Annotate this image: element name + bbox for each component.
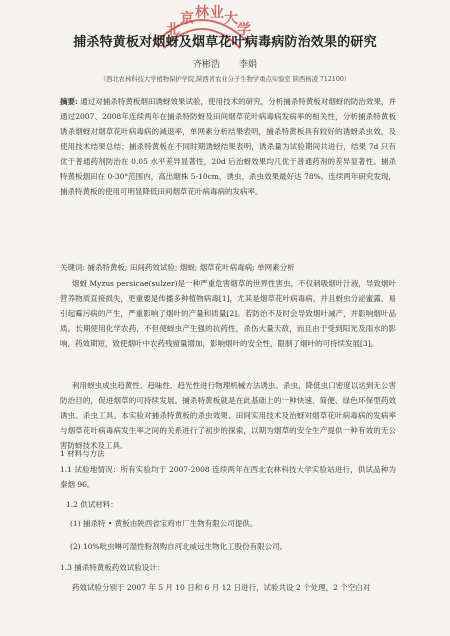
keywords	[60, 262, 396, 274]
author-name: 齐彬浩	[193, 60, 221, 70]
author-list	[0, 57, 450, 70]
keywords-text: 捕杀特黄板; 田间药效试验; 烟蚜; 烟草花叶病毒病; 单网素分析	[87, 263, 295, 272]
intro-paragraph-2: 利用蚜虫成虫趋黄性、趋味性、趋光性进行物理机械方法诱虫、杀虫，降低虫口密度以达到无公害防治目的，促进烟草的可持续发展。捕杀特黄板就是在此基础上的一种快速、简便、绿色环保型药效诱虫、杀虫工具。本实验对捕杀特黄板的杀虫效果、田间实用技术及治蚜对烟草花叶病毒病的发病率与烟草花叶病毒病发生率之间的关系进行了初步的探索，以期为烟草的安全生产提供一种有效的无公害防蚜技术及工具。	[60, 381, 396, 450]
author-name: 李娟	[238, 60, 257, 70]
subsection-1-1: 1.1 试验地情况：所有实验均于 2007-2008 连续两年在西北农林科技大学实验站进行，供试品种为秦烟 96。	[60, 465, 396, 489]
material-item-1: (1) 捕杀特 • 黄板由陕西省宝鸡市厂生物有限公司提供。	[70, 519, 258, 528]
svg-text:学: 学	[237, 22, 251, 38]
abstract	[60, 94, 396, 199]
subsection-1-3: 1.3 捕杀特黄板药效试验设计：	[60, 563, 165, 572]
svg-text:北: 北	[166, 22, 180, 38]
material-item-2: (2) 10%吡虫啉可湿性粉剂购自河北威远生物化工股份有限公司。	[70, 542, 288, 551]
intro-paragraph-1: 烟蚜 Myzus persicae(sulzer)是一种严重危害烟草的世界性害虫，不仅刺吸烟叶汁液，导致烟叶营养物质直接损失，更重要是传播多种植物病毒[1]，尤其是烟草花叶病毒病，并且蚜虫分泌蜜露，易引起霉污病的产生，严重影响了烟叶的产量和质量[2]。若防治不及时会导致烟叶减产，并影响烟叶品质。长期使用化学农药，不但使蚜虫产生强的抗药性，杀伤大量天敌，而且由于受到阳光及雨水的影响，药效期短，致使烟叶中农药残留量增加，影响烟叶的安全性，限制了烟叶的可持续发展[3]。	[60, 279, 396, 348]
section-heading-materials-methods: 1 材料与方法	[60, 449, 105, 458]
abstract-label: 摘要:	[60, 97, 78, 106]
paper-title: 捕杀特黄板对烟蚜及烟草花叶病毒病防治效果的研究	[73, 35, 377, 50]
keywords-label: 关键词:	[60, 263, 86, 272]
svg-text:业: 业	[210, 5, 224, 21]
abstract-text: 通过对捕杀特黄板烟田诱蚜效果试验，使用技术的研究，分析捕杀特黄板对烟蚜的防治效果，并通过2007、2008年连续两年在捕杀特防蚜及田间烟草花叶病毒病发病率的相关性，分析捕杀特黄板诱杀烟蚜对烟草花叶病毒病的减退率，单网素分析结果表明，捕杀特黄板具有较好的诱蚜杀虫效，及使用技术结果总结；捕杀特黄板在不同时期诱蚜结果表明，诱杀量为试验期间共进行，结果 7d 只有优于普通药剂防治在 0.05 水平差异显著性，20d 后治蚜效果均几优于普通药剂的差异显著性。捕杀特黄板烟田在 0-30°范围内，高出烟株 5-10cm，诱虫、杀虫效果最好达 78%。连续两年研究发现，捕杀特黄板的使用可明显降低田间烟草花叶病毒病的发病率。	[60, 97, 396, 196]
methods-paragraph: 药效试验分别于 2007 年 5 月 10 日和 6 月 12 日进行，试验共设 2 个处理，2 个空白对	[72, 583, 371, 592]
svg-text:京: 京	[180, 11, 194, 27]
subsection-1-2: 1.2 供试材料：	[66, 500, 118, 509]
svg-text:大: 大	[224, 11, 238, 27]
svg-text:林: 林	[195, 5, 209, 21]
author-affiliation: （西北农林科技大学植物保护学院,陕西省农业分子生物学重点实验室 陕西杨凌 712100）	[99, 76, 351, 83]
